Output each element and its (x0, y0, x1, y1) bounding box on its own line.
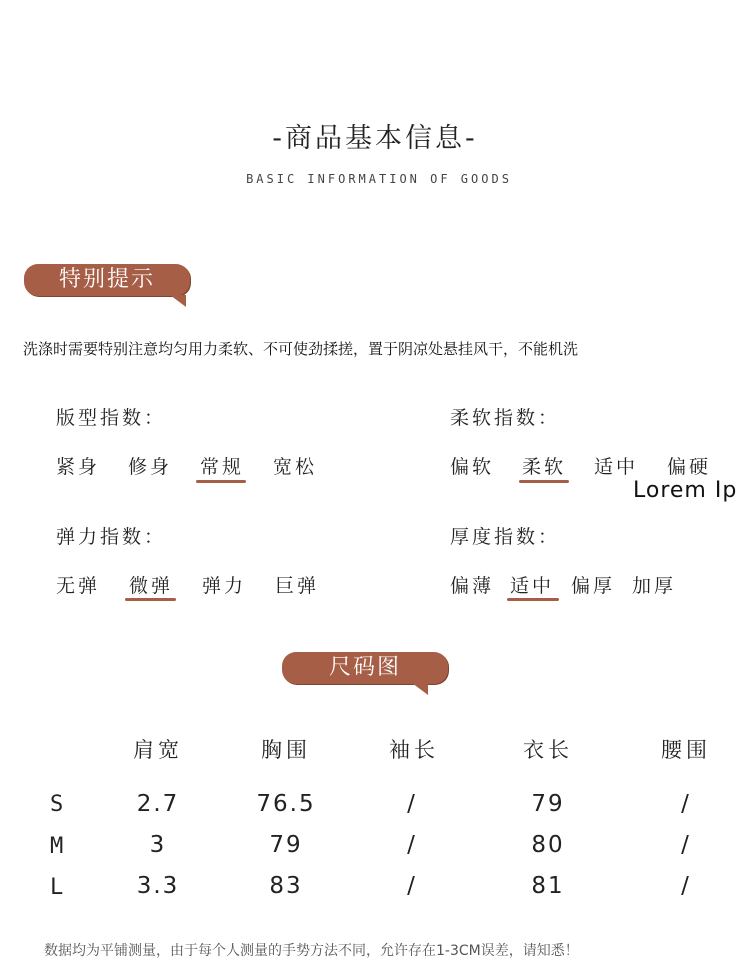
softness-option-selected: 柔软 (522, 456, 567, 478)
thickness-selected-underline (507, 598, 559, 601)
table-cell: / (681, 873, 691, 899)
elasticity-option: 弹力 (202, 575, 247, 597)
special-note-banner (24, 264, 194, 308)
table-cell: 76.5 (256, 791, 316, 817)
fit-option: 紧身 (56, 456, 101, 478)
elasticity-option: 巨弹 (275, 575, 320, 597)
softness-option: 适中 (594, 456, 639, 478)
table-cell: 3 (149, 832, 167, 858)
table-cell: 80 (531, 832, 565, 858)
elasticity-option: 无弹 (56, 575, 101, 597)
thickness-option: 偏厚 (571, 575, 616, 597)
size-table-header: 衣长 (523, 738, 573, 762)
fit-index-title: 版型指数： (56, 407, 167, 429)
elasticity-option-selected: 微弹 (129, 575, 174, 597)
table-cell: 3.3 (136, 873, 180, 899)
table-cell: / (407, 873, 417, 899)
table-cell: 79 (269, 832, 303, 858)
softness-selected-underline (519, 480, 569, 483)
table-cell: 2.7 (136, 791, 180, 817)
elasticity-selected-underline (125, 598, 176, 601)
table-cell: 81 (531, 873, 565, 899)
care-instructions: 洗涤时需要特别注意均匀用力柔软、不可使劲揉搓，置于阴凉处悬挂风干，不能机洗 (23, 340, 579, 358)
size-table-header: 肩宽 (133, 738, 183, 762)
table-cell: / (681, 832, 691, 858)
overlay-placeholder-text: Lorem Ip (633, 478, 738, 503)
table-cell: 79 (531, 791, 565, 817)
thickness-option: 偏薄 (450, 575, 495, 597)
fit-option-selected: 常规 (200, 456, 245, 478)
softness-index-title: 柔软指数： (450, 407, 561, 429)
table-cell: / (681, 791, 691, 817)
table-cell: 83 (269, 873, 303, 899)
softness-option: 偏硬 (667, 456, 712, 478)
size-label: L (50, 875, 64, 900)
fit-option: 修身 (128, 456, 173, 478)
banner-tail-shape (412, 683, 428, 695)
softness-option: 偏软 (450, 456, 495, 478)
table-cell: / (407, 791, 417, 817)
elasticity-index-title: 弹力指数： (56, 526, 167, 548)
table-cell: / (407, 832, 417, 858)
measurement-disclaimer: 数据均为平铺测量，由于每个人测量的手势方法不同，允许存在1-3CM误差，请知悉！ (44, 943, 579, 959)
size-table-header: 袖长 (389, 738, 439, 762)
thickness-index-title: 厚度指数： (450, 526, 561, 548)
size-table-header: 腰围 (661, 738, 711, 762)
page-subtitle: BASIC INFORMATION OF GOODS (246, 172, 512, 186)
size-table-header: 胸围 (261, 738, 311, 762)
special-note-banner-label: 特别提示 (24, 264, 190, 296)
thickness-option: 加厚 (632, 575, 677, 597)
banner-tail-shape (170, 295, 186, 307)
fit-option: 宽松 (273, 456, 318, 478)
page-title: -商品基本信息- (272, 123, 478, 154)
fit-selected-underline (196, 480, 246, 483)
thickness-option-selected: 适中 (510, 575, 555, 597)
size-chart-banner-label: 尺码图 (282, 652, 448, 684)
size-label: M (50, 834, 64, 859)
size-chart-banner (282, 652, 452, 696)
size-label: S (50, 792, 64, 817)
